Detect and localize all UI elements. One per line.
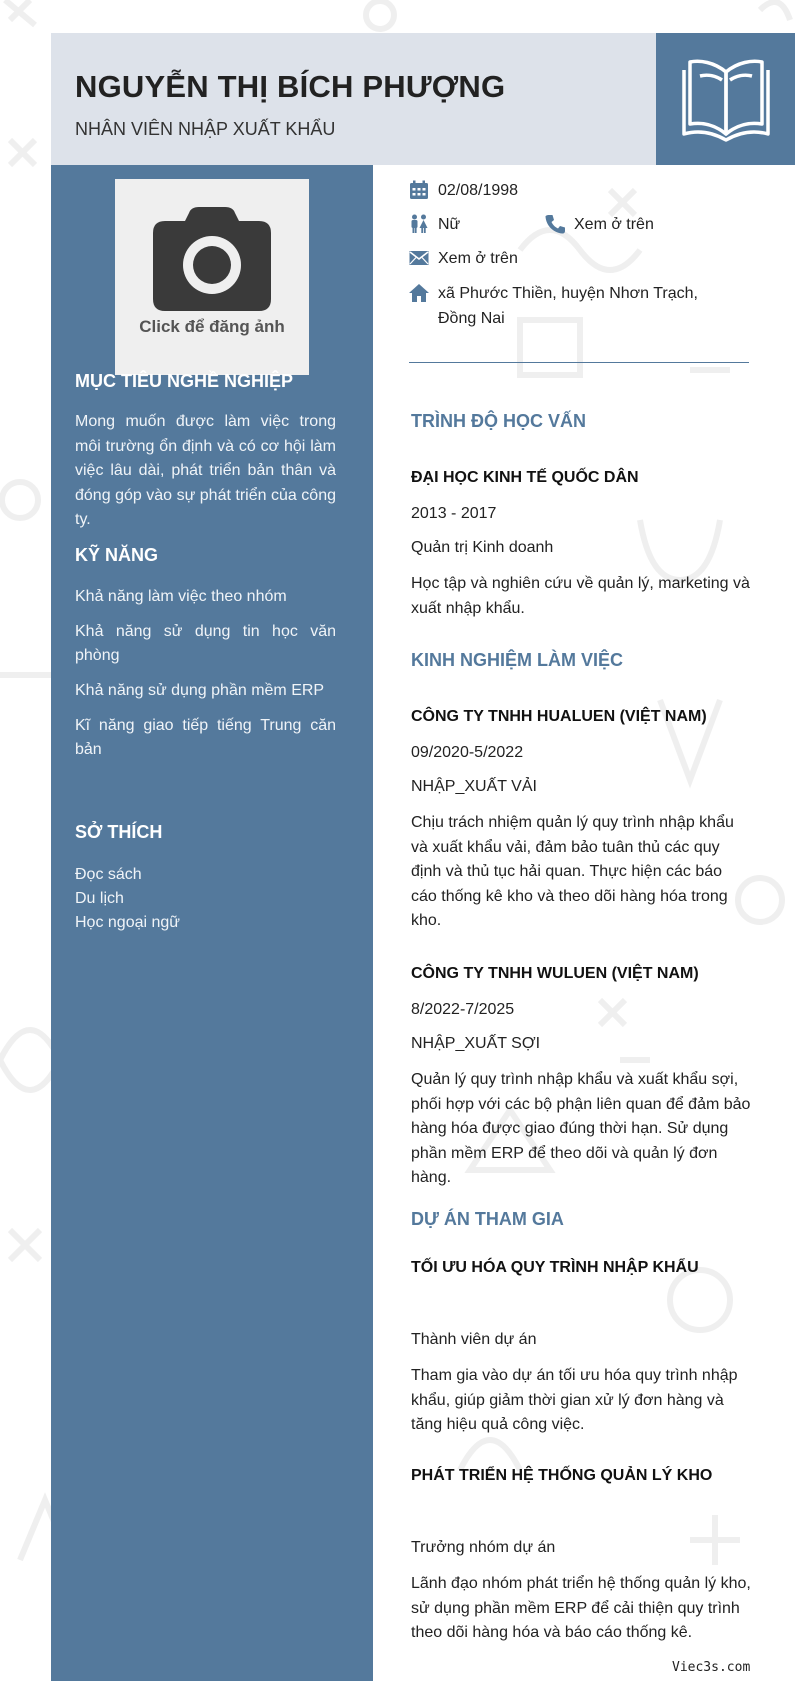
email-row <box>409 246 518 271</box>
project-name: PHÁT TRIỂN HỆ THỐNG QUẢN LÝ KHO <box>411 1467 713 1484</box>
photo-upload[interactable] <box>115 179 309 375</box>
experience-title: KINH NGHIỆM LÀM VIỆC <box>411 650 624 670</box>
project-role: Trưởng nhóm dự án <box>411 1539 556 1556</box>
skill-item: Khả năng sử dụng tin học văn phòng <box>75 623 336 664</box>
project-desc: Lãnh đạo nhóm phát triển hệ thống quản lý kho, sử dụng phần mềm ERP để cải thiện quy trình theo dõi hàng hóa và báo cáo thống kê. <box>411 1575 751 1641</box>
hobbies-title: SỞ THÍCH <box>75 822 163 842</box>
header-icon-box <box>656 33 795 165</box>
right-column <box>373 165 800 1681</box>
job-company: CÔNG TY TNHH WULUEN (VIỆT NAM) <box>411 965 699 982</box>
education-major: Quản trị Kinh doanh <box>411 539 554 556</box>
project-name: TỐI ƯU HÓA QUY TRÌNH NHẬP KHẨU <box>411 1259 699 1276</box>
envelope-icon <box>409 248 429 268</box>
phone-row <box>545 212 654 237</box>
gender-row <box>409 212 460 237</box>
gender-icon <box>409 214 429 234</box>
home-icon <box>409 283 429 303</box>
skill-item: Khả năng sử dụng phần mềm ERP <box>75 682 325 699</box>
hobby-item: Học ngoại ngữ <box>75 914 180 931</box>
objective-text: Mong muốn được làm việc trong môi trường ổn định và có cơ hội làm việc lâu dài, phát triển bản thân và đóng góp vào sự phát triển của công ty. <box>75 413 336 528</box>
education-title: TRÌNH ĐỘ HỌC VẤN <box>411 411 586 431</box>
phone-value: Xem ở trên <box>574 216 654 233</box>
skill-item: Khả năng làm việc theo nhóm <box>75 588 287 605</box>
footer-brand[interactable]: Viec3s.com <box>672 1660 751 1675</box>
contact-divider <box>409 362 749 363</box>
photo-upload-caption: Click để đăng ảnh <box>139 317 285 336</box>
education-desc: Học tập và nghiên cứu về quản lý, marketing và xuất nhập khẩu. <box>411 575 750 617</box>
cv-header <box>51 33 658 165</box>
hobby-item: Du lịch <box>75 890 124 907</box>
education-period: 2013 - 2017 <box>411 505 497 522</box>
dob-value: 02/08/1998 <box>438 182 519 199</box>
open-book-icon <box>678 54 774 144</box>
skills-title: KỸ NĂNG <box>75 545 159 565</box>
phone-icon <box>545 214 565 234</box>
job-desc: Quản lý quy trình nhập khẩu và xuất khẩu sợi, phối hợp với các bộ phận liên quan để đảm bảo hàng hóa được giao đúng thời hạn. Sử dụng phần mềm ERP để theo dõi và quản lý đơn hàng. <box>411 1071 751 1186</box>
email-value: Xem ở trên <box>438 250 518 267</box>
job-position: NHẬP_XUẤT VẢI <box>411 778 537 795</box>
camera-icon <box>153 207 271 311</box>
education-school: ĐẠI HỌC KINH TẾ QUỐC DÂN <box>411 469 639 486</box>
address-value: xã Phước Thiền, huyện Nhơn Trạch, Đồng Nai <box>438 285 698 327</box>
candidate-name: NGUYỄN THỊ BÍCH PHƯỢNG <box>75 69 506 104</box>
job-period: 8/2022-7/2025 <box>411 1001 515 1018</box>
projects-title: DỰ ÁN THAM GIA <box>411 1209 564 1229</box>
calendar-icon <box>409 180 429 200</box>
address-row <box>409 281 729 331</box>
left-column <box>51 165 373 1681</box>
project-role: Thành viên dự án <box>411 1331 537 1348</box>
gender-value: Nữ <box>438 216 461 233</box>
job-period: 09/2020-5/2022 <box>411 744 524 761</box>
job-title: NHÂN VIÊN NHẬP XUẤT KHẨU <box>75 119 336 139</box>
job-company: CÔNG TY TNHH HUALUEN (VIỆT NAM) <box>411 708 707 725</box>
hobby-item: Đọc sách <box>75 866 142 883</box>
job-position: NHẬP_XUẤT SỢI <box>411 1035 541 1052</box>
dob-row <box>409 178 518 203</box>
job-desc: Chịu trách nhiệm quản lý quy trình nhập khẩu và xuất khẩu vải, đảm bảo tuân thủ các quy định và thủ tục hải quan. Thực hiện các báo cáo thống kê kho và theo dõi hàng hóa trong kho. <box>411 814 734 929</box>
objective-title: MỤC TIÊU NGHỀ NGHIỆP <box>75 371 294 391</box>
project-desc: Tham gia vào dự án tối ưu hóa quy trình nhập khẩu, giúp giảm thời gian xử lý đơn hàng và tăng hiệu quả công việc. <box>411 1367 738 1433</box>
skill-item: Kĩ năng giao tiếp tiếng Trung căn bản <box>75 717 336 758</box>
